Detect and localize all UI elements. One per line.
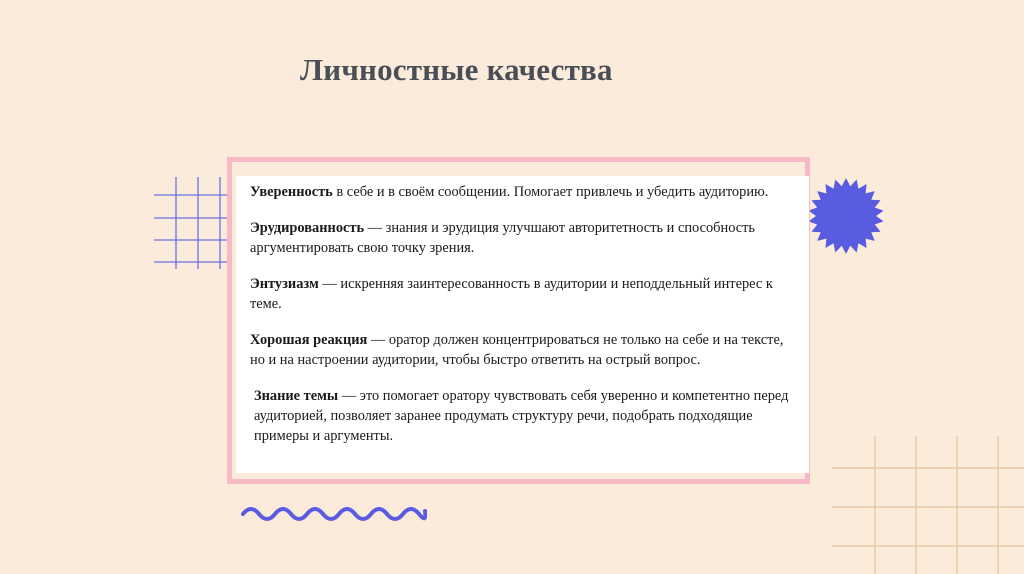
quality-description: в себе и в своём сообщении. Помогает привлечь и убедить аудиторию. <box>332 184 769 200</box>
quality-description: — оратор должен концентрироваться не только на себе и на тексте, но и на настроении аудитории, чтобы быстро ответить на острый вопрос. <box>250 332 784 368</box>
quality-description: — знания и эрудиция улучшают авторитетность и способность аргументировать свою точку зрения. <box>250 220 755 256</box>
quality-term: Знание темы <box>254 388 339 404</box>
slide-title: Личностные качества <box>300 52 613 87</box>
quality-topic-knowledge <box>250 386 795 446</box>
quality-enthusiasm <box>250 274 795 314</box>
starburst-shape <box>808 178 883 254</box>
quality-reaction <box>250 330 795 370</box>
text-card <box>236 176 809 473</box>
starburst-icon <box>806 176 886 256</box>
quality-erudition <box>250 218 795 258</box>
quality-term: Хорошая реакция <box>250 332 368 348</box>
quality-term: Уверенность <box>250 184 333 200</box>
quality-confidence <box>250 182 795 202</box>
grid-pattern-right-icon <box>832 436 1024 574</box>
quality-term: Энтузиазм <box>250 276 319 292</box>
quality-description: — искренняя заинтересованность в аудитории и неподдельный интерес к теме. <box>250 276 773 312</box>
quality-description: — это помогает оратору чувствовать себя уверенно и компетентно перед аудиторией, позволяет заранее продумать структуру речи, подобрать подходящие примеры и аргументы. <box>254 388 789 444</box>
wave-line-icon <box>241 503 427 525</box>
quality-term: Эрудированность <box>250 220 365 236</box>
grid-pattern-left-icon <box>154 177 232 269</box>
